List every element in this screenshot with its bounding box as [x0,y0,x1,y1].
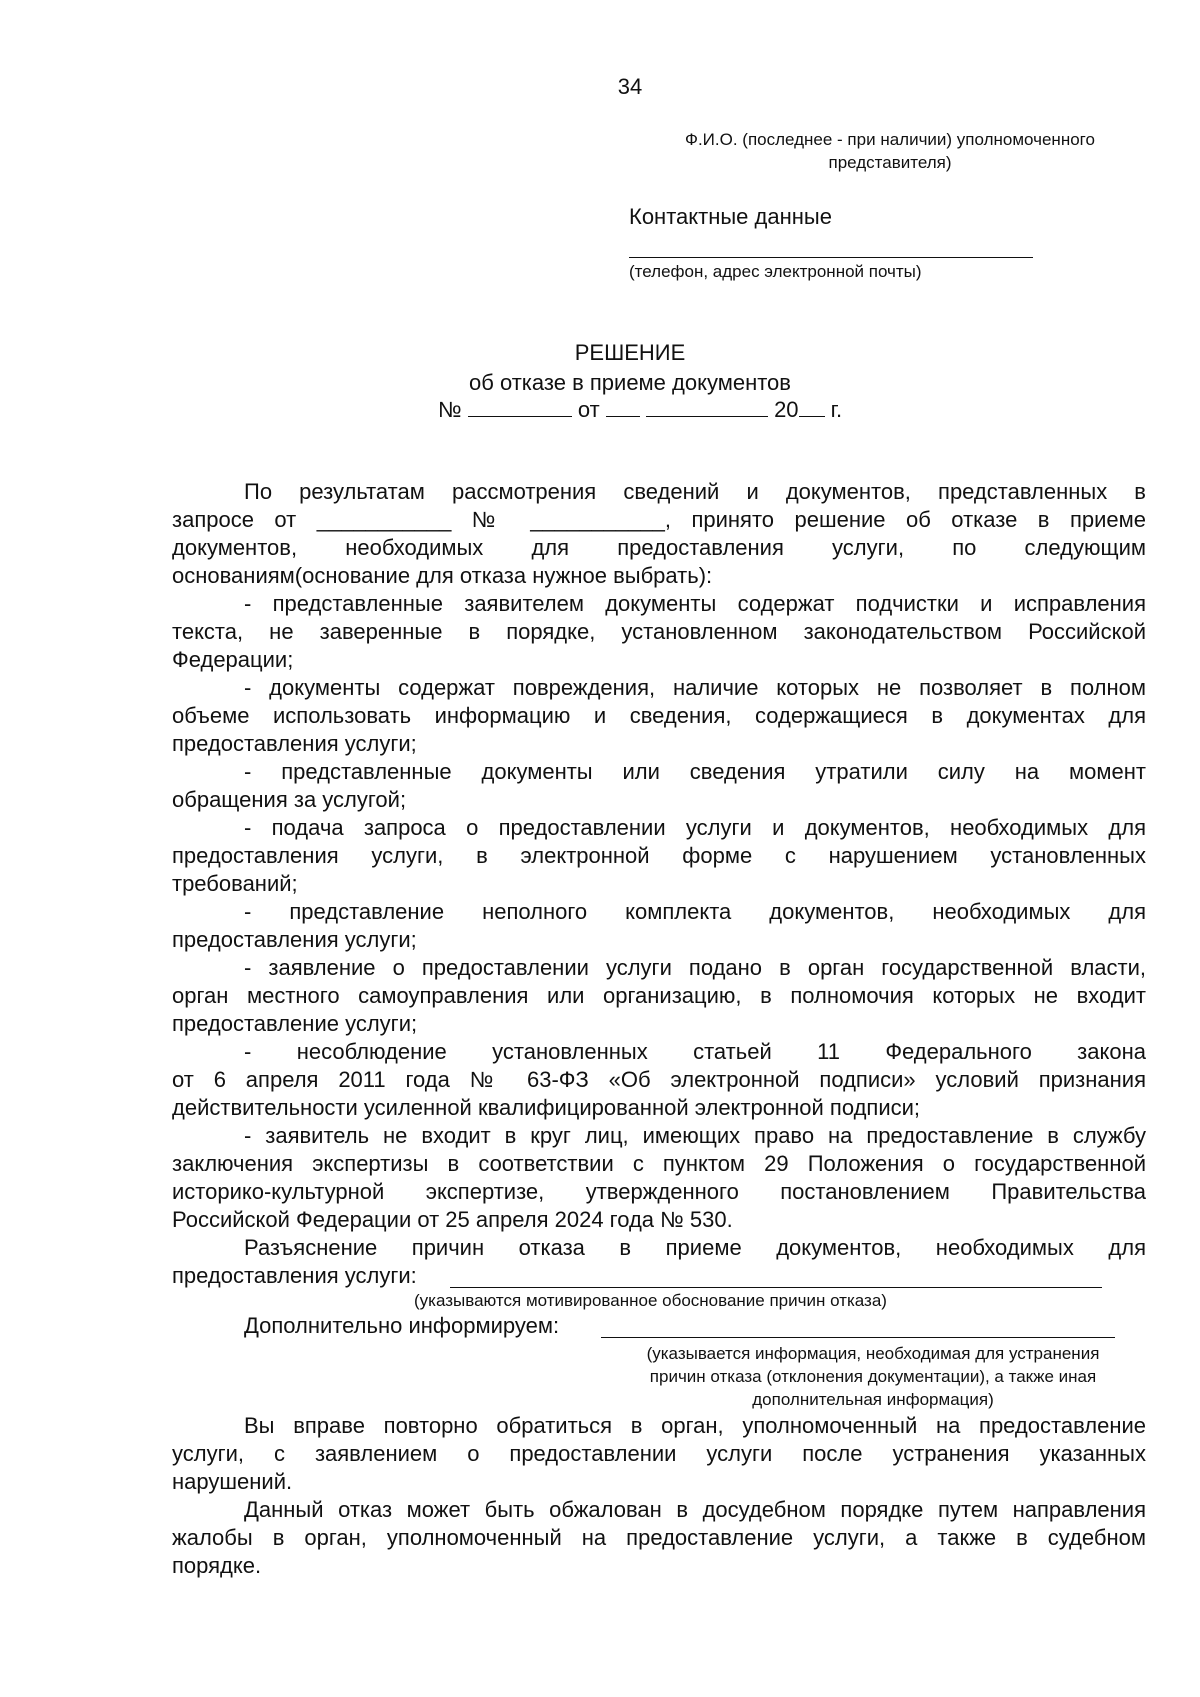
reason-7-line-1: - несоблюдение установленных статьей 11 Федерального закона [244,1039,1146,1064]
appeal-line-1: Данный отказ может быть обжалован в досудебном порядке путем направления [244,1497,1146,1522]
reason-6-line-1: - заявление о предоставлении услуги подано в орган государственной власти, [244,955,1146,980]
reason-4-line-3: требований; [172,871,298,896]
contacts-label: Контактные данные [629,204,832,229]
reason-3-line-1: - представленные документы или сведения утратили силу на момент [244,759,1146,784]
contacts-hint: (телефон, адрес электронной почты) [629,262,922,281]
reason-5-line-1: - представление неполного комплекта документов, необходимых для [244,899,1146,924]
representative-caption-line2: представителя) [828,153,952,172]
document-title: РЕШЕНИЕ [574,340,686,365]
additional-hint-line3: дополнительная информация) [752,1390,994,1409]
explanation-hint: (указываются мотивированное обоснование причин отказа) [414,1291,887,1310]
explanation-blank [450,1287,1102,1288]
number-sign: № [438,397,462,422]
reason-6-line-2: орган местного самоуправления или организацию, в полномочия которых не входит [172,983,1146,1008]
intro-line-3: документов, необходимых для предоставления услуги, по следующим [172,535,1146,560]
additional-hint-line1: (указывается информация, необходимая для устранения [646,1344,1100,1363]
additional-hint-line2: причин отказа (отклонения документации), а также иная [649,1367,1097,1386]
year-prefix: 20 [774,397,799,422]
reason-8-line-2: заключения экспертизы в соответствии с пунктом 29 Положения о государственной [172,1151,1146,1176]
additional-blank [601,1337,1115,1338]
reason-2-line-2: объеме использовать информацию и сведения, содержащиеся в документах для [172,703,1146,728]
document-subtitle: об отказе в приеме документов [469,370,791,395]
reason-5-line-2: предоставления услуги; [172,927,417,952]
from-word: от [577,397,600,422]
page-number: 34 [617,74,643,99]
reason-8-line-1: - заявитель не входит в круг лиц, имеющих право на предоставление в службу [244,1123,1146,1148]
reason-1-line-3: Федерации; [172,647,294,672]
reason-3-line-2: обращения за услугой; [172,787,407,812]
number-blank [468,416,572,417]
reason-1-line-2: текста, не заверенные в порядке, установленном законодательством Российской [172,619,1146,644]
reason-2-line-3: предоставления услуги; [172,731,417,756]
repeat-line-3: нарушений. [172,1469,293,1494]
appeal-line-2: жалобы в орган, уполномоченный на предоставление услуги, а также в судебном [172,1525,1146,1550]
document-number-line [438,397,842,423]
month-blank [646,416,768,417]
intro-line-1: По результатам рассмотрения сведений и документов, представленных в [244,479,1146,504]
repeat-line-2: услуги, с заявлением о предоставлении услуги после устранения указанных [172,1441,1146,1466]
additional-hint [600,1342,1146,1411]
intro-line-4: основаниям(основание для отказа нужное выбрать): [172,563,713,588]
day-blank [606,416,640,417]
year-blank [799,416,825,417]
repeat-line-1: Вы вправе повторно обратиться в орган, уполномоченный на предоставление [244,1413,1146,1438]
reason-2-line-1: - документы содержат повреждения, наличие которых не позволяет в полном [244,675,1146,700]
explanation-line-1: Разъяснение причин отказа в приеме документов, необходимых для [244,1235,1146,1260]
additional-label: Дополнительно информируем: [244,1313,560,1338]
appeal-line-3: порядке. [172,1553,262,1578]
intro-line-2: запросе от ___________ № ___________, принято решение об отказе в приеме [172,507,1146,532]
reason-4-line-2: предоставления услуги, в электронной форме с нарушением установленных [172,843,1146,868]
contacts-line [629,257,1033,258]
reason-7-line-2: от 6 апреля 2011 года № 63-ФЗ «Об электронной подписи» условий признания [172,1067,1146,1092]
reason-1-line-1: - представленные заявителем документы содержат подчистки и исправления [244,591,1146,616]
reason-8-line-4: Российской Федерации от 25 апреля 2024 года № 530. [172,1207,733,1232]
reason-4-line-1: - подача запроса о предоставлении услуги и документов, необходимых для [244,815,1146,840]
year-suffix: г. [830,397,843,422]
reason-7-line-3: действительности усиленной квалифицированной электронной подписи; [172,1095,921,1120]
reason-6-line-3: предоставление услуги; [172,1011,418,1036]
explanation-line-2: предоставления услуги: [172,1263,417,1288]
reason-8-line-3: историко-культурной экспертизе, утвержденного постановлением Правительства [172,1179,1146,1204]
representative-caption [640,128,1140,174]
representative-caption-line1: Ф.И.О. (последнее - при наличии) уполномоченного [685,130,1095,149]
